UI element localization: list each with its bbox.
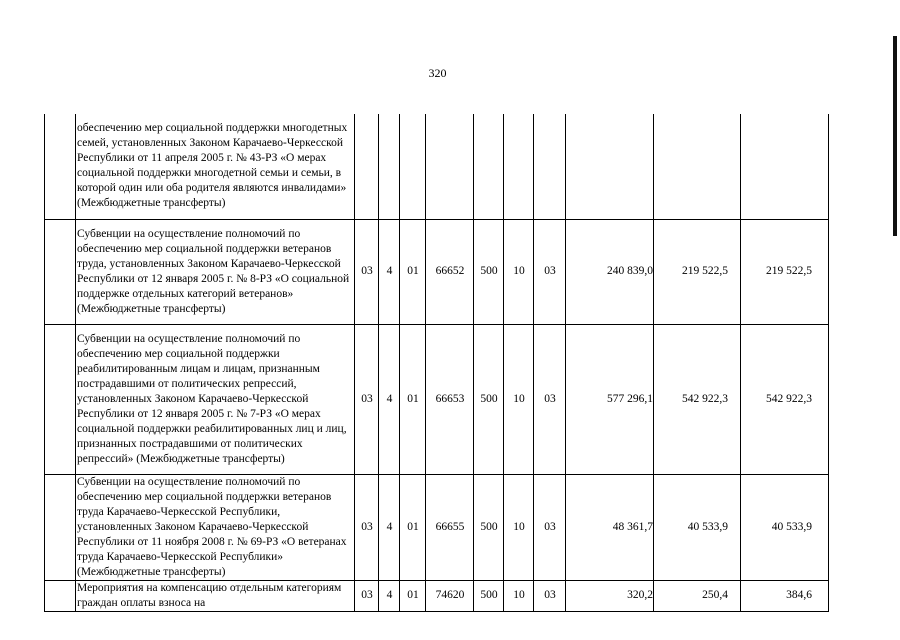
row-marker-cell bbox=[45, 474, 76, 580]
row-name: Мероприятия на компенсацию отдельным категориям граждан оплаты взноса на bbox=[76, 580, 355, 611]
amount-cell: 40 533,9 bbox=[741, 474, 829, 580]
code-cell: 500 bbox=[474, 580, 504, 611]
row-name: Субвенции на осуществление полномочий по обеспечению мер социальной поддержки реабилитированным лицам и лицам, признанным пострадавшими от политических репрессий, установленных Законом Карачаево-Черкесской Республики от 12 января 2005 г. № 7-РЗ «О мерах социальной поддержки реабилитированных лиц и лиц, признанных пострадавшими от политических репрессий» (Межбюджетные трансферты) bbox=[76, 324, 355, 474]
code-cell: 01 bbox=[400, 324, 426, 474]
code-cell bbox=[474, 114, 504, 219]
amount-cell: 542 922,3 bbox=[741, 324, 829, 474]
table-row bbox=[45, 219, 829, 324]
amount-cell: 542 922,3 bbox=[654, 324, 741, 474]
code-cell: 10 bbox=[504, 219, 534, 324]
code-cell bbox=[400, 114, 426, 219]
amount-cell: 384,6 bbox=[741, 580, 829, 611]
budget-table bbox=[44, 114, 829, 612]
code-cell: 500 bbox=[474, 324, 504, 474]
row-name: Субвенции на осуществление полномочий по обеспечению мер социальной поддержки ветеранов труда, установленных Законом Карачаево-Черкесской Республики от 12 января 2005 г. № 8-РЗ «О социальной поддержке отдельных категорий ветеранов» (Межбюджетные трансферты) bbox=[76, 219, 355, 324]
code-cell: 03 bbox=[355, 474, 379, 580]
amount-cell: 219 522,5 bbox=[654, 219, 741, 324]
code-cell: 4 bbox=[379, 580, 400, 611]
code-cell: 10 bbox=[504, 474, 534, 580]
code-cell: 03 bbox=[534, 580, 566, 611]
row-name: обеспечению мер социальной поддержки многодетных семей, установленных Законом Карачаево-Черкесской Республики от 11 апреля 2005 г. № 43-РЗ «О мерах социальной поддержки многодетной семьи и семьи, в которой один или оба родителя являются инвалидами» (Межбюджетные трансферты) bbox=[76, 114, 355, 219]
table-row bbox=[45, 474, 829, 580]
scan-edge-mark bbox=[893, 36, 897, 236]
code-cell: 03 bbox=[355, 219, 379, 324]
code-cell: 66653 bbox=[426, 324, 474, 474]
row-marker-cell bbox=[45, 580, 76, 611]
amount-cell: 219 522,5 bbox=[741, 219, 829, 324]
table-row bbox=[45, 580, 829, 611]
row-marker-cell bbox=[45, 114, 76, 219]
code-cell: 03 bbox=[534, 219, 566, 324]
code-cell: 4 bbox=[379, 219, 400, 324]
code-cell: 10 bbox=[504, 324, 534, 474]
amount-cell: 40 533,9 bbox=[654, 474, 741, 580]
amount-cell: 48 361,7 bbox=[566, 474, 654, 580]
amount-cell bbox=[741, 114, 829, 219]
amount-cell: 577 296,1 bbox=[566, 324, 654, 474]
code-cell bbox=[379, 114, 400, 219]
code-cell bbox=[426, 114, 474, 219]
amount-cell: 240 839,0 bbox=[566, 219, 654, 324]
code-cell: 74620 bbox=[426, 580, 474, 611]
code-cell: 4 bbox=[379, 324, 400, 474]
code-cell: 500 bbox=[474, 219, 504, 324]
row-marker-cell bbox=[45, 219, 76, 324]
amount-cell bbox=[654, 114, 741, 219]
code-cell bbox=[534, 114, 566, 219]
amount-cell bbox=[566, 114, 654, 219]
table-row bbox=[45, 324, 829, 474]
code-cell: 4 bbox=[379, 474, 400, 580]
code-cell: 66652 bbox=[426, 219, 474, 324]
code-cell bbox=[355, 114, 379, 219]
code-cell: 03 bbox=[355, 324, 379, 474]
page-number: 320 bbox=[428, 66, 447, 80]
row-marker-cell bbox=[45, 324, 76, 474]
code-cell: 03 bbox=[534, 324, 566, 474]
code-cell: 01 bbox=[400, 580, 426, 611]
code-cell: 500 bbox=[474, 474, 504, 580]
code-cell: 66655 bbox=[426, 474, 474, 580]
code-cell: 01 bbox=[400, 474, 426, 580]
code-cell bbox=[504, 114, 534, 219]
row-name: Субвенции на осуществление полномочий по обеспечению мер социальной поддержки ветеранов труда Карачаево-Черкесской Республики, установленных Законом Карачаево-Черкесской Республики от 11 ноября 2008 г. № 69-РЗ «О ветеранах труда Карачаево-Черкесской Республики» (Межбюджетные трансферты) bbox=[76, 474, 355, 580]
code-cell: 01 bbox=[400, 219, 426, 324]
amount-cell: 320,2 bbox=[566, 580, 654, 611]
code-cell: 03 bbox=[534, 474, 566, 580]
table-row bbox=[45, 114, 829, 219]
amount-cell: 250,4 bbox=[654, 580, 741, 611]
code-cell: 03 bbox=[355, 580, 379, 611]
code-cell: 10 bbox=[504, 580, 534, 611]
